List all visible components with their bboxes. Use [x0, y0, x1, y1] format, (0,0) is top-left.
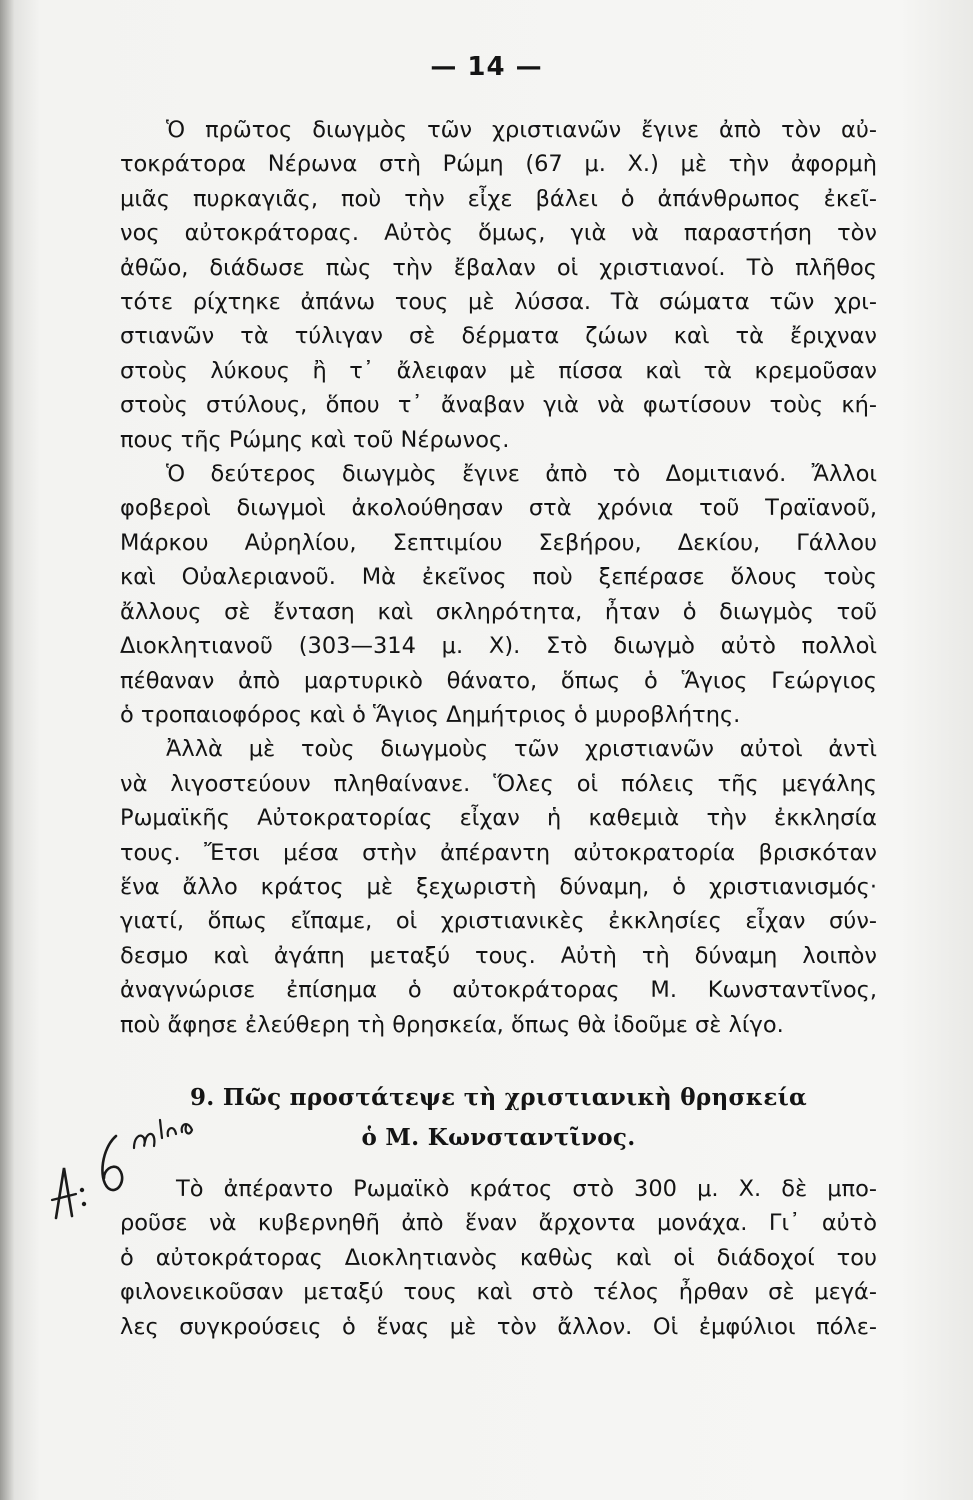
text-line: καὶ Οὐαλεριανοῦ. Μὰ ἐκεῖνος ποὺ ξεπέρασε ὅλους τοὺς	[120, 564, 877, 591]
text-line: στιανῶν τὰ τύλιγαν σὲ δέρματα ζώων καὶ τὰ ἔριχναν	[120, 323, 877, 350]
text-line: πους τῆς Ρώμης καὶ τοῦ Νέρωνος.	[120, 426, 510, 453]
text-line: ἀθῶο, διάδωσε πὼς τὴν ἔβαλαν οἱ χριστιανοί. Τὸ πλῆθος	[120, 254, 877, 281]
text-line: ἀναγνώρισε ἐπίσημα ὁ αὐτοκράτορας Μ. Κωνσταντῖνος,	[120, 977, 877, 1004]
text-line: νὰ λιγοστεύουν πληθαίνανε. Ὅλες οἱ πόλεις τῆς μεγάλης	[120, 770, 877, 797]
text-line: πέθαναν ἀπὸ μαρτυρικὸ θάνατο, ὅπως ὁ Ἅγιος Γεώργιος	[120, 667, 877, 694]
text-line: τότε ρίχτηκε ἀπάνω τους μὲ λύσσα. Τὰ σώματα τῶν χρι-	[120, 289, 877, 316]
binding-edge	[0, 0, 14, 1500]
body-text-persecutions	[120, 113, 877, 1042]
text-line: γιατί, ὅπως εἴπαμε, οἱ χριστιανικὲς ἐκκλησίες εἶχαν σύν-	[120, 908, 877, 935]
section-heading	[120, 1078, 877, 1158]
section-heading-line-2: ὁ Μ. Κωνσταντῖνος.	[361, 1124, 636, 1151]
text-line: ἄλλους σὲ ἔνταση καὶ σκληρότητα, ἦταν ὁ διωγμὸς τοῦ	[120, 598, 877, 625]
text-line: τοκράτορα Νέρωνα στὴ Ρώμη (67 μ. Χ.) μὲ τὴν ἀφορμὴ	[120, 151, 877, 178]
body-text-constantine	[120, 1172, 877, 1344]
section-heading-line-1: 9. Πῶς προστάτεψε τὴ χριστιανικὴ θρησκεία	[189, 1084, 808, 1111]
text-line: Ρωμαϊκῆς Αὐτοκρατορίας εἶχαν ἡ καθεμιὰ τὴν ἐκκλησία	[120, 805, 877, 832]
text-line: μιᾶς πυρκαγιᾶς, ποὺ τὴν εἶχε βάλει ὁ ἀπάνθρωπος ἐκεῖ-	[120, 185, 877, 212]
text-line: ποὺ ἄφησε ἐλεύθερη τὴ θρησκεία, ὅπως θὰ ἰδοῦμε σὲ λίγο.	[120, 1011, 784, 1038]
text-line: Διοκλητιανοῦ (303—314 μ. Χ). Στὸ διωγμὸ αὐτὸ πολλοὶ	[120, 633, 877, 660]
text-line: στοὺς στύλους, ὅπου τ᾿ ἄναβαν γιὰ νὰ φωτίσουν τοὺς κή-	[120, 392, 877, 419]
page-number: — 14 —	[430, 52, 543, 82]
text-line: ροῦσε νὰ κυβερνηθῆ ἀπὸ ἕναν ἄρχοντα μονάχα. Γι᾿ αὐτὸ	[120, 1210, 877, 1237]
text-line: φοβεροὶ διωγμοὶ ἀκολούθησαν στὰ χρόνια τοῦ Τραϊανοῦ,	[120, 495, 877, 522]
text-line: ὁ αὐτοκράτορας Διοκλητιανὸς καθὼς καὶ οἱ διάδοχοί του	[120, 1244, 877, 1271]
text-line: ὁ τροπαιοφόρος καὶ ὁ Ἅγιος Δημήτριος ὁ μυροβλήτης.	[120, 701, 741, 728]
text-line: δεσμο καὶ ἀγάπη μεταξύ τους. Αὐτὴ τὴ δύναμη λοιπὸν	[120, 942, 877, 969]
text-line: Ὁ δεύτερος διωγμὸς ἔγινε ἀπὸ τὸ Δομιτιανό. Ἄλλοι	[166, 461, 877, 488]
text-line: Τὸ ἀπέραντο Ρωμαϊκὸ κράτος στὸ 300 μ. Χ. δὲ μπο-	[176, 1176, 877, 1202]
text-line: Ἀλλὰ μὲ τοὺς διωγμοὺς τῶν χριστιανῶν αὐτοὶ ἀντὶ	[166, 736, 877, 763]
text-line: τους. Ἔτσι μέσα στὴν ἀπέραντη αὐτοκρατορία βρισκόταν	[120, 839, 877, 866]
text-line: φιλονεικοῦσαν μεταξύ τους καὶ στὸ τέλος ἦρθαν σὲ μεγά-	[120, 1279, 877, 1306]
text-line: Ὁ πρῶτος διωγμὸς τῶν χριστιανῶν ἔγινε ἀπὸ τὸν αὐ-	[166, 117, 877, 143]
text-line: νος αὐτοκράτορας. Αὐτὸς ὅμως, γιὰ νὰ παραστήση τὸν	[120, 220, 877, 247]
text-line: λες συγκρούσεις ὁ ἕνας μὲ τὸν ἄλλον. Οἱ ἐμφύλιοι πόλε-	[120, 1313, 877, 1340]
text-line: Μάρκου Αὐρηλίου, Σεπτιμίου Σεβήρου, Δεκίου, Γάλλου	[120, 529, 877, 556]
text-line: στοὺς λύκους ἢ τ᾿ ἄλειφαν μὲ πίσσα καὶ τὰ κρεμοῦσαν	[120, 357, 877, 384]
text-line: ἕνα ἄλλο κράτος μὲ ξεχωριστὴ δύναμη, ὁ χριστιανισμός·	[120, 873, 877, 900]
